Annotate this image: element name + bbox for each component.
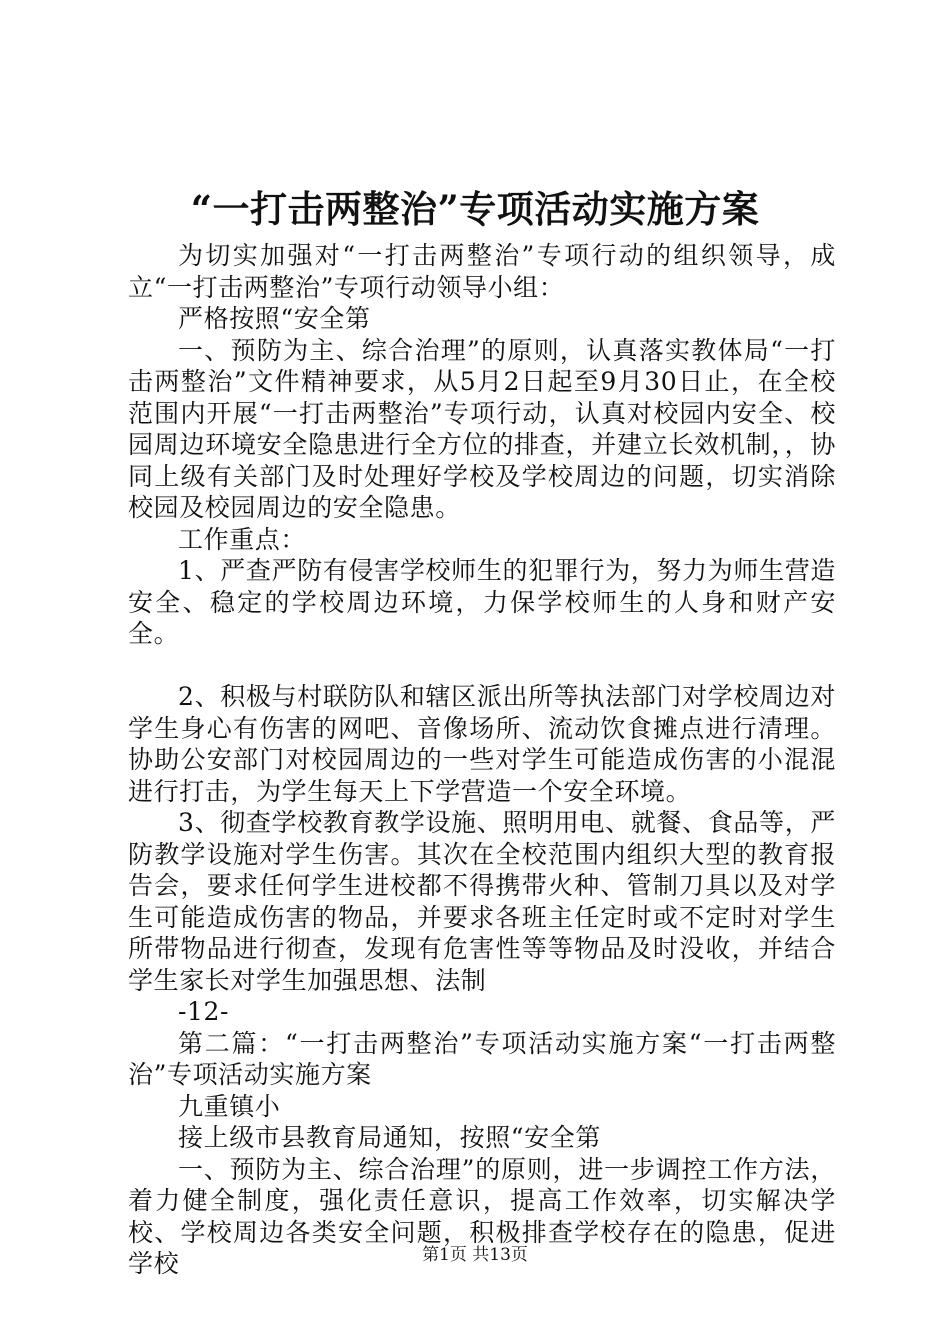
paragraph-school-name: 九重镇小 <box>178 1091 281 1121</box>
paragraph-second-article-title: 第二篇：“一打击两整治”专项活动实施方案“一打击两整治”专项活动实施方案 <box>128 1028 836 1089</box>
paragraph-page-marker: -12- <box>178 997 230 1026</box>
document-title: “一打击两整治”专项活动实施方案 <box>190 187 760 231</box>
paragraph-intro: 为切实加强对“一打击两整治”专项行动的组织领导，成立“一打击两整治”专项行动领导小组： <box>128 241 836 302</box>
paragraph-notice: 接上级市县教育局通知，按照“安全第 <box>178 1123 601 1152</box>
paragraph-principle-start: 严格按照“安全第 <box>178 304 371 333</box>
paragraph-work-focus-heading: 工作重点： <box>178 524 307 554</box>
paragraph-focus-item-2: 2、积极与村联防队和辖区派出所等执法部门对学校周边对学生身心有伤害的网吧、音像场所、流动饮食摊点进行清理。协助公安部门对校园周边的一些对学生可能造成伤害的小混混进行打击，为学生每天上下学营造一个安全环境。 <box>128 682 836 806</box>
document-body <box>128 240 836 1280</box>
page-footer: 第1页 共13页 <box>422 1245 528 1265</box>
paragraph-second-principle: 一、预防为主、综合治理”的原则，进一步调控工作方法，着力健全制度，强化责任意识，提高工作效率，切实解决学校、学校周边各类安全问题，积极排查学校存在的隐患，促进学校 <box>128 1154 836 1278</box>
paragraph-focus-item-3: 3、彻查学校教育教学设施、照明用电、就餐、食品等，严防教学设施对学生伤害。其次在全校范围内组织大型的教育报告会，要求任何学生进校都不得携带火种、管制刀具以及对学生可能造成伤害的物品，并要求各班主任定时或不定时对学生所带物品进行彻查，发现有危害性等等物品及时没收，并结合学生家长对学生加强思想、法制 <box>128 808 836 995</box>
paragraph-principle: 一、预防为主、综合治理”的原则，认真落实教体局“一打击两整治”文件精神要求，从5月2日起至9月30日止，在全校范围内开展“一打击两整治”专项行动，认真对校园内安全、校园周边环境安全隐患进行全方位的排查，并建立长效机制，，协同上级有关部门及时处理好学校及学校周边的问题，切实消除校园及校园周边的安全隐患。 <box>128 335 836 522</box>
paragraph-focus-item-1: 1、严查严防有侵害学校师生的犯罪行为，努力为师生营造安全、稳定的学校周边环境，力保学校师生的人身和财产安全。 <box>128 556 836 648</box>
